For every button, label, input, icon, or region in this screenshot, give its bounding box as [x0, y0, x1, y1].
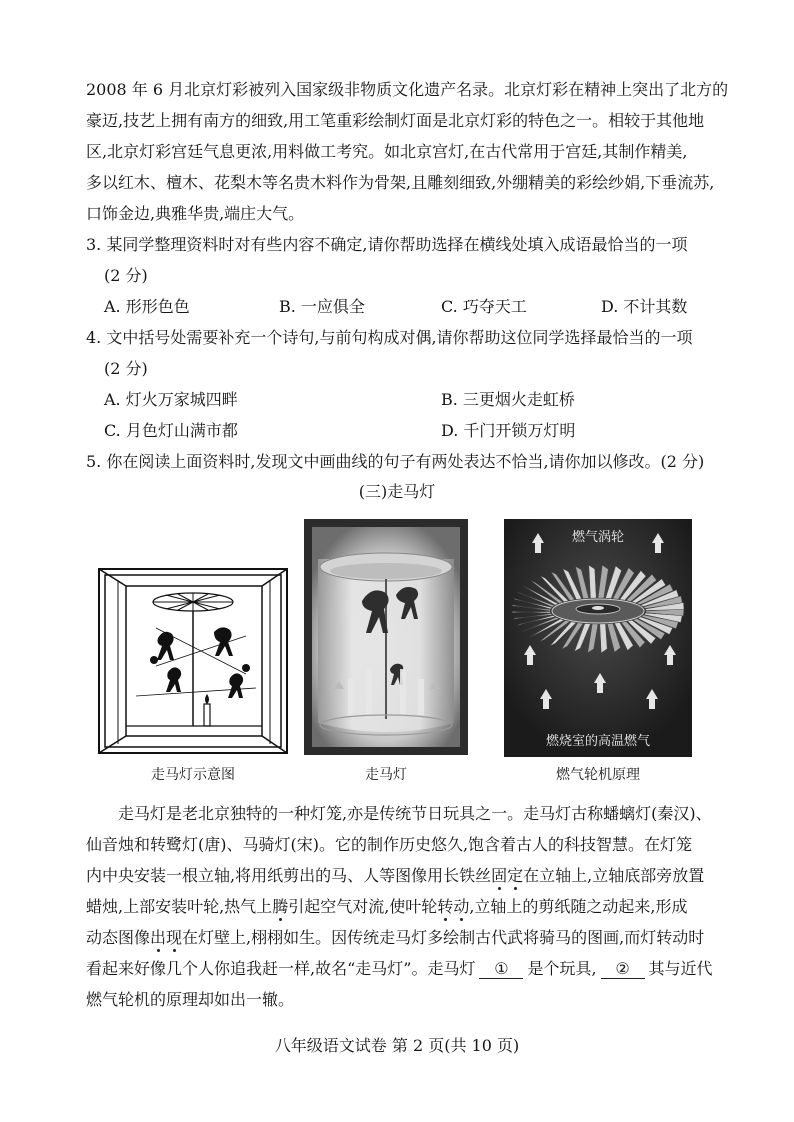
dotted-char: 现 — [166, 928, 183, 947]
turbine-top-label: 燃气涡轮 — [571, 530, 625, 545]
text-run: 内中央安装一根立轴,将用纸剪出的马、人等图像用长铁丝 — [86, 866, 492, 885]
page-footer: 八年级语文试卷 第 2 页(共 10 页) — [274, 1036, 520, 1055]
passage-line: 多以红木、檀木、花梨木等名贵木料作为骨架,且雕刻细致,外绷精美的彩绘纱娟,下垂流苏, — [86, 173, 715, 192]
text-run: 蜡烛,上部安装叶轮,热气上 — [86, 897, 273, 916]
lantern-photo-drawing — [304, 519, 468, 755]
dotted-char: 腾 — [272, 897, 289, 916]
passage-beijing-lanterns — [86, 74, 729, 229]
lantern-diagram-drawing — [96, 566, 290, 756]
q4-option-c[interactable]: C. 月色灯山满市都 — [104, 421, 238, 440]
turbine-bottom-label: 燃烧室的高温燃气 — [545, 734, 651, 749]
passage-line — [86, 891, 726, 922]
q4-option-d[interactable]: D. 千门开锁万灯明 — [441, 421, 576, 440]
q4-option-a[interactable]: A. 灯火万家城四畔 — [104, 390, 238, 409]
passage-line: 走马灯是老北京独特的一种灯笼,亦是传统节日玩具之一。走马灯古称蟠螭灯(秦汉)、 — [118, 804, 712, 823]
section-title: (三)走马灯 — [358, 482, 436, 501]
lantern-diagram — [96, 566, 290, 756]
question-3-score: (2 分) — [104, 266, 148, 285]
dotted-char: 定 — [507, 866, 524, 885]
text-run: 引起空气对流,使叶轮 — [288, 897, 438, 916]
q3-option-a[interactable]: A. 形形色色 — [104, 297, 190, 316]
question-5-stem: 5. 你在阅读上面资料时,发现文中画曲线的句子有两处表达不恰当,请你加以修改。(2 分) — [86, 452, 705, 471]
dotted-char: 转 — [437, 897, 454, 916]
question-4-score: (2 分) — [104, 359, 148, 378]
text-run: ,立轴上的剪纸随之动起来,形成 — [469, 897, 688, 916]
passage-line: 燃气轮机的原理却如出一辙。 — [86, 990, 295, 1009]
text-run: 其与近代 — [648, 959, 713, 978]
dotted-char: 出 — [150, 928, 167, 947]
passage-trotting-horse-lantern — [86, 798, 726, 1015]
q4-option-b[interactable]: B. 三更烟火走虹桥 — [441, 390, 575, 409]
gas-turbine-figure — [504, 519, 692, 757]
question-4-stem: 4. 文中括号处需要补充一个诗句,与前句构成对偶,请你帮助这位同学选择最恰当的一项 — [86, 328, 693, 347]
dotted-char: 固 — [491, 866, 508, 885]
text-run: 是个玩具, — [527, 959, 597, 978]
text-run: 在立轴上,立轴底部旁放置 — [523, 866, 705, 885]
passage-line — [86, 860, 726, 891]
text-run: 看起来好像几个人你追我赶一样,故名“走马灯”。走马灯 — [86, 959, 476, 978]
passage-line: 2008 年 6 月北京灯彩被列入国家级非物质文化遗产名录。北京灯彩在精神上突出了北方的 — [86, 80, 729, 99]
q3-option-b[interactable]: B. 一应俱全 — [279, 297, 365, 316]
passage-line: 区,北京灯彩宫廷气息更浓,用料做工考究。如北京宫灯,在古代常用于宫廷,其制作精美, — [86, 142, 688, 161]
passage-line — [86, 922, 726, 953]
answer-blank-1[interactable]: ① — [479, 960, 523, 979]
passage-line: 仙音烛和转鹭灯(唐)、马骑灯(宋)。它的制作历史悠久,饱含着古人的科技智慧。在灯笼 — [86, 835, 693, 854]
diagram-caption: 走马灯示意图 — [151, 767, 235, 783]
q3-option-d[interactable]: D. 不计其数 — [601, 297, 688, 316]
text-run: 在灯壁上,栩栩如生。因传统走马灯多绘制古代武将骑马的图画,而灯转动时 — [182, 928, 705, 947]
passage-line — [86, 953, 726, 984]
passage-line: 豪迈,技艺上拥有南方的细致,用工笔重彩绘制灯面是北京灯彩的特色之一。相较于其他地 — [86, 111, 705, 130]
answer-blank-2[interactable]: ② — [601, 960, 645, 979]
turbine-caption: 燃气轮机原理 — [556, 767, 640, 783]
gas-turbine-drawing — [504, 519, 692, 757]
lantern-photo — [304, 519, 468, 755]
photo-caption: 走马灯 — [365, 767, 407, 783]
text-run: 动态图像 — [86, 928, 151, 947]
dotted-char: 动 — [453, 897, 470, 916]
passage-line: 口饰金边,典雅华贵,端庄大气。 — [86, 204, 305, 223]
q3-option-c[interactable]: C. 巧夺天工 — [441, 297, 527, 316]
question-3-stem: 3. 某同学整理资料时对有些内容不确定,请你帮助选择在横线处填入成语最恰当的一项 — [86, 235, 688, 254]
